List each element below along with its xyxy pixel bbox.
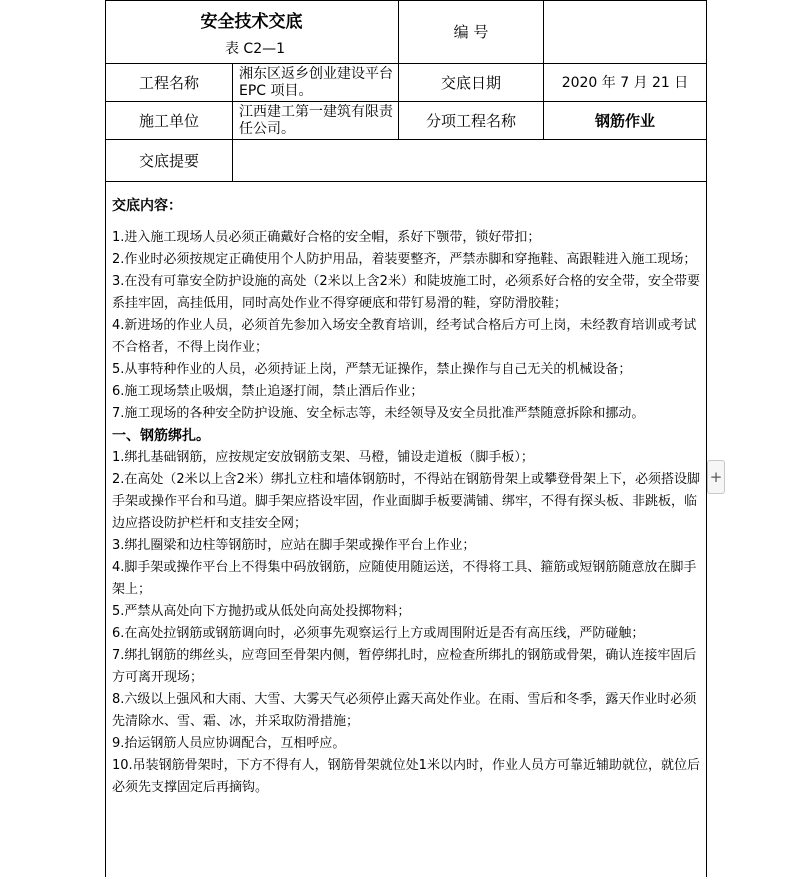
general-rule-item: 4.新进场的作业人员，必须首先参加入场安全教育培训，经考试合格后方可上岗，未经教育培训或考试不合格者，不得上岗作业； <box>112 318 697 355</box>
summary-value <box>233 140 706 181</box>
general-rules-list <box>112 227 706 425</box>
plus-icon: + <box>709 468 723 486</box>
disclosure-date-label: 交底日期 <box>440 73 501 92</box>
subitem-name-label: 分项工程名称 <box>425 111 516 130</box>
number-label: 编 号 <box>453 23 489 41</box>
header-table <box>105 0 707 182</box>
rebar-binding-rule-item: 2.在高处（2米以上含2米）绑扎立柱和墙体钢筋时，不得站在钢筋骨架上或攀登骨架上下，必须搭设脚手架或操作平台和马道。脚手架应搭设牢固，作业面脚手板要满铺、绑牢，不得有探头板、非跳板，临边应搭设防护栏杆和支挂安全网； <box>112 472 700 531</box>
document-title-text: 安全技术交底 <box>200 12 303 32</box>
rebar-binding-rule-item: 3.绑扎圈梁和边柱等钢筋时，应站在脚手架或操作平台上作业； <box>112 538 476 553</box>
rebar-binding-rule-item: 6.在高处拉钢筋或钢筋调向时，必须事先观察运行上方或周围附近是否有高压线，严防碰触； <box>112 626 645 641</box>
content-heading: 交底内容： <box>112 198 182 214</box>
subitem-name-value: 钢筋作业 <box>594 111 655 130</box>
rebar-binding-rule-item: 5.严禁从高处向下方抛扔或从低处向高处投掷物料； <box>112 604 411 619</box>
rebar-binding-rule-item: 8.六级以上强风和大雨、大雪、大雾天气必须停止露天高处作业。在雨、雪后和冬季，露天作业时必须先清除水、雪、霜、冰，并采取防滑措施； <box>112 692 697 729</box>
project-name-label: 工程名称 <box>138 73 199 92</box>
number-value <box>544 1 706 63</box>
expand-button[interactable] <box>707 460 725 494</box>
rebar-binding-rule-item: 9.抬运钢筋人员应协调配合，互相呼应。 <box>112 736 346 751</box>
general-rule-item: 6.施工现场禁止吸烟，禁止追逐打闹，禁止酒后作业； <box>112 384 424 399</box>
rebar-binding-rule-item: 10.吊装钢筋骨架时，下方不得有人，钢筋骨架就位处1米以内时，作业人员方可靠近辅助就位，就位后必须先支撑固定后再摘钩。 <box>112 758 700 795</box>
general-rule-item: 7.施工现场的各种安全防护设施、安全标志等，未经领导及安全员批准严禁随意拆除和挪动。 <box>112 406 645 421</box>
rebar-binding-rule-item: 1.绑扎基础钢筋，应按规定安放钢筋支架、马橙，铺设走道板（脚手板）； <box>112 450 534 465</box>
rebar-binding-rule-item: 7.绑扎钢筋的绑丝头，应弯回至骨架内侧，暂停绑扎时，应检查所绑扎的钢筋或骨架，确认连接牢固后方可离开现场； <box>112 648 697 685</box>
project-name-value: 湘东区返乡创业建设平台 EPC 项目。 <box>239 65 393 99</box>
rebar-binding-rule-item: 4.脚手架或操作平台上不得集中码放钢筋，应随使用随运送，不得将工具、箍筋或短钢筋随意放在脚手架上； <box>112 560 697 597</box>
document-title <box>105 2 398 42</box>
rebar-binding-rules-list <box>112 447 706 799</box>
general-rule-item: 2.作业时必须按规定正确使用个人防护用品，着装要整齐，严禁赤脚和穿拖鞋、高跟鞋进入施工现场； <box>112 252 697 267</box>
construction-unit-value: 江西建工第一建筑有限责任公司。 <box>239 103 393 137</box>
disclosure-content <box>112 195 706 799</box>
general-rule-item: 5.从事特种作业的人员，必须持证上岗，严禁无证操作，禁止操作与自己无关的机械设备； <box>112 362 632 377</box>
general-rule-item: 1.进入施工现场人员必须正确戴好合格的安全帽，系好下颚带，锁好带扣； <box>112 230 541 245</box>
form-number: 表 C2—1 <box>224 41 286 57</box>
general-rule-item: 3.在没有可靠安全防护设施的高处（2米以上含2米）和陡坡施工时，必须系好合格的安全带，安全带要系挂牢固，高挂低用，同时高处作业不得穿硬底和带钉易滑的鞋，穿防滑胶鞋； <box>112 274 700 311</box>
disclosure-date-value: 2020 年 7 月 21 日 <box>561 74 689 91</box>
summary-label: 交底提要 <box>138 151 199 170</box>
construction-unit-label: 施工单位 <box>138 111 199 130</box>
section-rebar-binding-title: 一、钢筋绑扎。 <box>112 428 210 444</box>
